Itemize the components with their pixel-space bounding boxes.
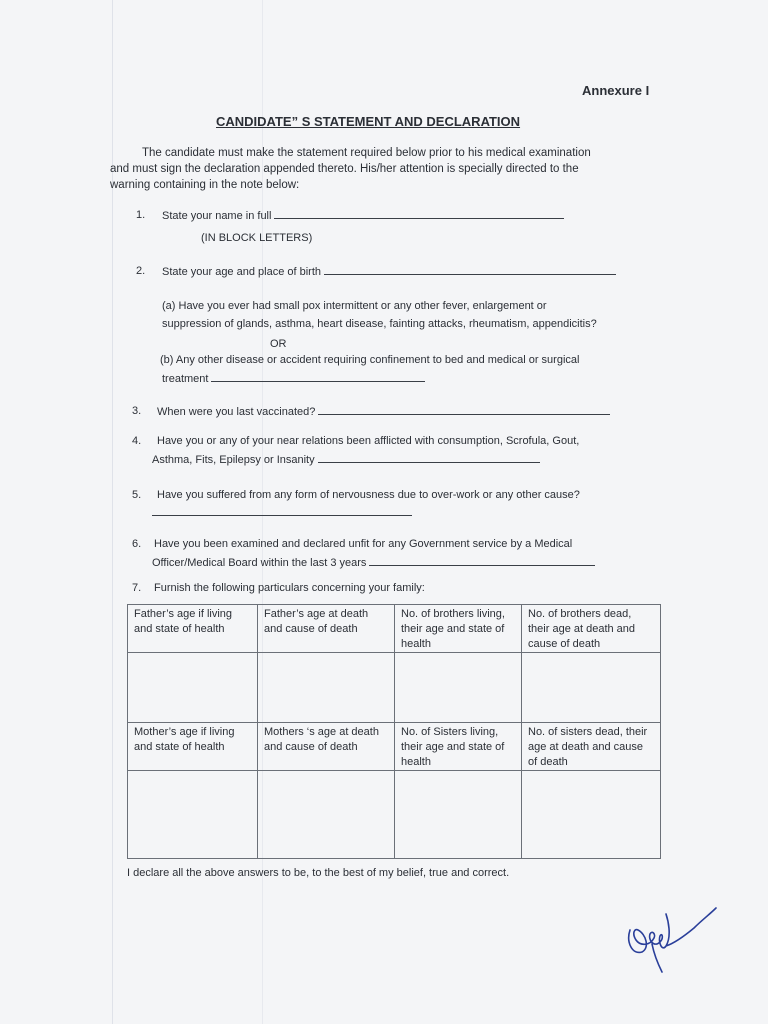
table-cell: Mother’s age if living and state of health	[128, 723, 258, 771]
question-4-line	[152, 452, 540, 467]
answer-cell[interactable]	[128, 653, 258, 723]
question-number: 4.	[132, 435, 142, 447]
table-cell: No. of brothers dead, their age at death and cause of death	[522, 605, 661, 653]
age-birth-answer-line[interactable]	[324, 264, 616, 275]
answer-cell[interactable]	[258, 653, 395, 723]
question-number: 2.	[136, 265, 146, 277]
table-cell: Father’s age if living and state of health	[128, 605, 258, 653]
intro-line: The candidate must make the statement required below prior to his medical examination	[142, 147, 591, 159]
question-number: 1.	[136, 209, 146, 221]
declaration-text: I declare all the above answers to be, to the best of my belief, true and correct.	[127, 867, 510, 879]
or-label: OR	[270, 338, 287, 350]
table-cell: No. of Sisters living, their age and state of health	[395, 723, 522, 771]
question-1	[162, 208, 564, 223]
intro-line: warning containing in the note below:	[110, 179, 300, 191]
relations-answer-line[interactable]	[318, 452, 540, 463]
family-particulars-table	[127, 604, 661, 859]
answer-cell[interactable]	[522, 771, 661, 859]
question-number: 7.	[132, 582, 142, 594]
answer-cell[interactable]	[395, 653, 522, 723]
question-4-line: Have you or any of your near relations been afflicted with consumption, Scrofula, Gout,	[157, 435, 580, 447]
question-text: State your age and place of birth	[162, 266, 321, 278]
question-text: State your name in full	[162, 210, 272, 222]
question-2a-line: suppression of glands, asthma, heart disease, fainting attacks, rheumatism, appendicitis?	[162, 318, 597, 330]
answer-cell[interactable]	[522, 653, 661, 723]
table-header-row	[128, 723, 661, 771]
table-header-row	[128, 605, 661, 653]
question-5: Have you suffered from any form of nervousness due to over-work or any other cause?	[157, 489, 580, 501]
question-2	[162, 264, 616, 279]
answer-cell[interactable]	[128, 771, 258, 859]
nervousness-answer-line[interactable]	[152, 505, 412, 516]
question-3	[157, 404, 610, 419]
question-2a-line: (a) Have you ever had small pox intermittent or any other fever, enlargement or	[162, 300, 547, 312]
vaccination-answer-line[interactable]	[318, 404, 610, 415]
question-6-line	[152, 555, 595, 570]
question-2b-line: (b) Any other disease or accident requiring confinement to bed and medical or surgical	[160, 354, 580, 366]
question-text: Asthma, Fits, Epilepsy or Insanity	[152, 454, 315, 466]
table-cell: No. of sisters dead, their age at death and cause of death	[522, 723, 661, 771]
unfit-answer-line[interactable]	[369, 555, 595, 566]
question-number: 3.	[132, 405, 142, 417]
question-text: When were you last vaccinated?	[157, 406, 316, 418]
name-answer-line[interactable]	[274, 208, 564, 219]
question-number: 5.	[132, 489, 142, 501]
question-7: Furnish the following particulars concerning your family:	[154, 582, 425, 594]
annexure-label: Annexure I	[582, 83, 650, 98]
signature-mark	[622, 900, 722, 980]
answer-cell[interactable]	[258, 771, 395, 859]
table-row	[128, 771, 661, 859]
question-6-line: Have you been examined and declared unfit for any Government service by a Medical	[154, 538, 573, 550]
table-cell: Father’s age at death and cause of death	[258, 605, 395, 653]
question-2b-line	[162, 371, 425, 386]
question-text: treatment	[162, 373, 209, 385]
question-text: Officer/Medical Board within the last 3 years	[152, 557, 367, 569]
document-title: CANDIDATE” S STATEMENT AND DECLARATION	[216, 114, 521, 129]
table-cell: Mothers ‘s age at death and cause of death	[258, 723, 395, 771]
block-letters-note: (IN BLOCK LETTERS)	[201, 232, 313, 244]
intro-paragraph	[110, 145, 662, 193]
question-number: 6.	[132, 538, 142, 550]
table-row	[128, 653, 661, 723]
answer-cell[interactable]	[395, 771, 522, 859]
intro-line: and must sign the declaration appended thereto. His/her attention is specially directed to the	[110, 163, 579, 175]
table-cell: No. of brothers living, their age and state of health	[395, 605, 522, 653]
treatment-answer-line[interactable]	[211, 371, 425, 382]
